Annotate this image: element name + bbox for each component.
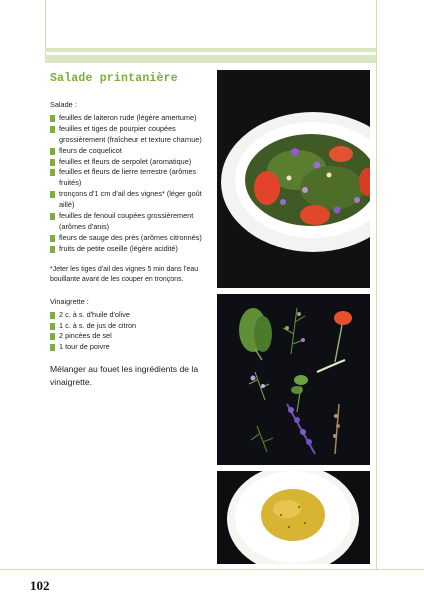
ingredient-text: fruits de petite oseille (légère acidité) bbox=[59, 243, 178, 253]
list-item bbox=[50, 113, 212, 124]
list-item bbox=[50, 342, 212, 353]
list-item bbox=[50, 146, 212, 157]
vinaigrette-label: Vinaigrette : bbox=[50, 296, 89, 306]
ingredient-text: feuilles de fenouil coupées grossièrement (arômes d'anis) bbox=[59, 211, 194, 231]
ingredient-text: feuilles et fleurs de serpolet (aromatique) bbox=[59, 156, 192, 166]
ingredient-text: 2 pincées de sel bbox=[59, 331, 112, 341]
bullet-icon bbox=[50, 235, 55, 242]
ingredient-text: fleurs de sauge des prés (arômes citronnés) bbox=[59, 232, 202, 242]
footnote: *Jeter les tiges d'ail des vignes 5 min dans l'eau bouillante avant de les couper en tronçons. bbox=[50, 265, 199, 283]
bullet-icon bbox=[50, 191, 55, 198]
ingredient-text: feuilles et tiges de pourpier coupées grossièrement (fraîcheur et texture charnue) bbox=[59, 123, 202, 144]
page-number: 102 bbox=[30, 578, 50, 593]
salad-bowl-illustration bbox=[217, 70, 370, 288]
list-item bbox=[50, 167, 212, 189]
list-item bbox=[50, 211, 212, 233]
ingredient-text: feuilles et fleurs de lierre terrestre (arômes fruités) bbox=[59, 167, 197, 188]
ingredient-text: 1 c. à s. de jus de citron bbox=[59, 320, 137, 330]
ingredients-illustration bbox=[217, 294, 370, 465]
frame-line-right bbox=[376, 0, 377, 63]
header-band-top bbox=[45, 48, 376, 52]
list-item bbox=[50, 321, 212, 332]
vinaigrette-photo bbox=[217, 471, 370, 564]
list-item bbox=[50, 124, 212, 146]
list-item bbox=[50, 331, 212, 342]
bullet-icon bbox=[50, 169, 55, 176]
bullet-icon bbox=[50, 323, 55, 330]
recipe-title: Salade printanière bbox=[50, 72, 178, 85]
vinaigrette-ingredient-list bbox=[50, 310, 212, 354]
salad-photo bbox=[217, 70, 370, 288]
ingredient-text: 1 tour de poivre bbox=[59, 342, 110, 352]
vinaigrette-illustration bbox=[217, 471, 370, 564]
frame-line-right-lower bbox=[376, 63, 377, 570]
frame-line-left bbox=[45, 0, 46, 63]
list-item bbox=[50, 157, 212, 168]
bullet-icon bbox=[50, 344, 55, 351]
list-item bbox=[50, 189, 212, 211]
bullet-icon bbox=[50, 333, 55, 340]
bullet-icon bbox=[50, 159, 55, 166]
bullet-icon bbox=[50, 213, 55, 220]
ingredient-text: fleurs de coquelicot bbox=[59, 145, 122, 155]
bullet-icon bbox=[50, 246, 55, 253]
method-text: Mélanger au fouet les ingrédients de la vinaigrette. bbox=[50, 364, 199, 387]
bullet-icon bbox=[50, 115, 55, 122]
bullet-icon bbox=[50, 312, 55, 319]
bullet-icon bbox=[50, 126, 55, 133]
list-item bbox=[50, 244, 212, 255]
list-item bbox=[50, 310, 212, 321]
bullet-icon bbox=[50, 148, 55, 155]
ingredient-text: feuilles de laiteron rude (légère amertume) bbox=[59, 112, 197, 122]
recipe-text bbox=[50, 100, 212, 388]
ingredient-text: 2 c. à s. d'huile d'olive bbox=[59, 309, 130, 319]
salad-label: Salade : bbox=[50, 100, 77, 109]
bottom-rule bbox=[0, 569, 424, 570]
header-band-bottom bbox=[45, 55, 376, 63]
ingredients-photo bbox=[217, 294, 370, 465]
salad-ingredient-list bbox=[50, 113, 212, 255]
list-item bbox=[50, 233, 212, 244]
ingredient-text: tronçons d'1 cm d'ail des vignes* (léger goût aillé) bbox=[59, 189, 202, 210]
